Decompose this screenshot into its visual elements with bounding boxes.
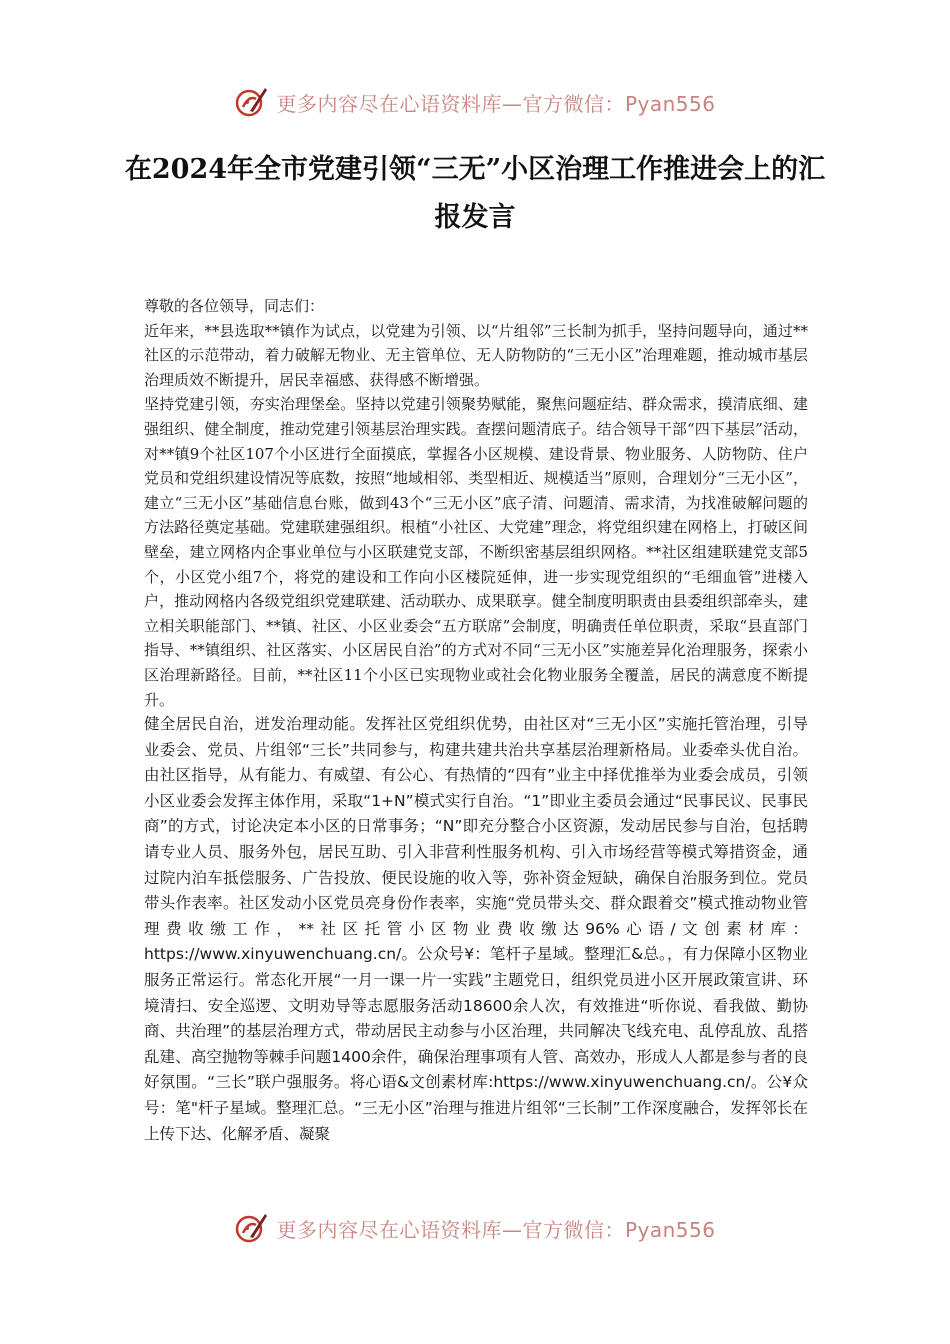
paragraph-intro: 近年来，**县选取**镇作为试点，以党建为引领、以“片组邻”三长制为抓手，坚持问题导向，通过**社区的示范带动，着力破解无物业、无主管单位、无人防物防的“三无小区”治理难题，推动城市基层治理质效不断提升，居民幸福感、获得感不断增强。	[144, 321, 808, 389]
banner-text: 更多内容尽在心语资料库—官方微信：Pyan556	[276, 1217, 716, 1242]
document-body	[144, 294, 808, 1147]
banner-text: 更多内容尽在心语资料库—官方微信：Pyan556	[276, 91, 716, 116]
paragraph-resident-autonomy: 健全居民自治，迸发治理动能。发挥社区党组织优势，由社区对“三无小区”实施托管治理，引导业委会、党员、片组邻“三长”共同参与，构建共建共治共享基层治理新格局。业委牵头优自治。由社区指导，从有能力、有威望、有公心、有热情的“四有”业主中择优推举为业委会成员，引领小区业委会发挥主体作用，采取“1+N”模式实行自治。“1”即业主委员会通过“民事民议、民事民商”的方式，讨论决定本小区的日常事务；“N”即充分整合小区资源，发动居民参与自治，包括聘请专业人员、服务外包，居民互助、引入非营利性服务机构、引入市场经营等模式筹措资金，通过院内泊车抵偿服务、广告投放、便民设施的收入等，弥补资金短缺，确保自治服务到位。党员带头作表率。社区发动小区党员亮身份作表率，实施“党员带头交、群众跟着交”模式推动物业管理费收缴工作，**社区托管小区物业费收缴达96%心语/文创素材库：https://www.xinyuwenchuang.cn/。公众号¥：笔杆子星域。整理汇&总。，有力保障小区物业服务正常运行。常态化开展“一月一课一片一实践”主题党日，组织党员进小区开展政策宣讲、环境清扫、安全巡逻、文明劝导等志愿服务活动18600余人次，有效推进“听你说、看我做、勤协商、共治理”的基层治理方式，带动居民主动参与小区治理，共同解决飞线充电、乱停乱放、乱搭乱建、高空抛物等棘手问题1400余件，确保治理事项有人管、高效办，形成人人都是参与者的良好氛围。“三长”联户强服务。将心语&文创素材库:https://www.xinyuwenchuang.cn/。公¥众号：笔"杆子星域。整理汇总。“三无小区”治理与推进片组邻“三长制”工作深度融合，发挥邻长在上传下达、化解矛盾、凝聚	[144, 715, 808, 1143]
watermark-banner-bottom	[0, 1208, 950, 1248]
page-title: 在2024年全市党建引领“三无”小区治理工作推进会上的汇报发言	[124, 154, 826, 233]
salutation: 尊敬的各位领导，同志们：	[144, 297, 325, 315]
watermark-banner-top	[0, 82, 950, 122]
pen-logo-icon	[234, 1211, 268, 1245]
pen-logo-icon	[234, 85, 268, 119]
paragraph-party-leadership: 坚持党建引领，夯实治理堡垒。坚持以党建引领聚势赋能，聚焦问题症结、群众需求，摸清底细、建强组织、健全制度，推动党建引领基层治理实践。查摆问题清底子。结合领导干部“四下基层”活动，对**镇9个社区107个小区进行全面摸底，掌握各小区规模、建设背景、物业服务、人防物防、住户党员和党组织建设情况等底数，按照“地域相邻、类型相近、规模适当”原则，合理划分“三无小区”，建立“三无小区”基础信息台账，做到43个“三无小区”底子清、问题清、需求清，为找准破解问题的方法路径奠定基础。党建联建强组织。根植“小社区、大党建”理念，将党组织建在网格上，打破区间壁垒，建立网格内企事业单位与小区联建党支部，不断织密基层组织网格。**社区组建联建党支部5个，小区党小组7个，将党的建设和工作向小区楼院延伸，进一步实现党组织的“毛细血管”进楼入户，推动网格内各级党组织党建联建、活动联办、成果联享。健全制度明职责由县委组织部牵头，建立相关职能部门、**镇、社区、小区业委会“五方联席”会制度，明确责任单位职责，采取“县直部门指导、**镇组织、社区落实、小区居民自治”的方式对不同“三无小区”实施差异化治理服务，探索小区治理新路径。目前，**社区11个小区已实现物业或社会化物业服务全覆盖，居民的满意度不断提升。	[144, 395, 808, 709]
